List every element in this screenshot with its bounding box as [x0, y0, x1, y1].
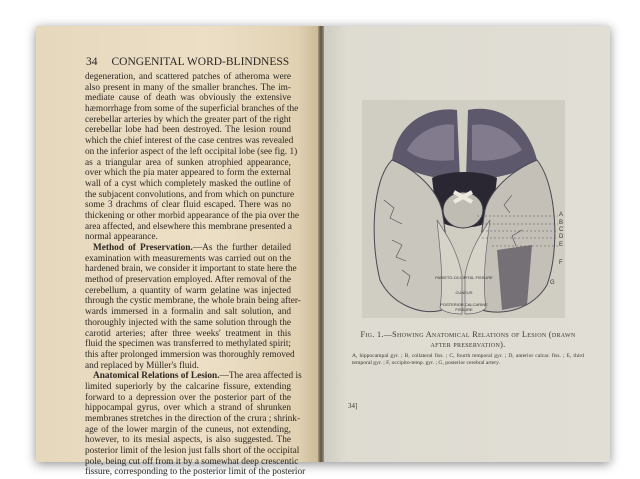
figure-letter: D: [559, 234, 564, 240]
text-line: [85, 158, 291, 169]
text-line: [85, 93, 291, 104]
text-line: [85, 222, 291, 233]
text-line: [85, 329, 291, 340]
text-line: [85, 232, 291, 243]
open-book: [36, 26, 610, 478]
line-text: —The area affected is: [219, 371, 302, 382]
line-text: fluid the specimen was transferred to methylated spirit;: [85, 339, 291, 350]
line-text: limited superiorly by the calcarine fissure, extending: [85, 381, 291, 392]
text-line: [85, 254, 291, 265]
text-line: [85, 371, 302, 382]
text-line: [85, 243, 291, 254]
line-text: thoroughly injected with the same solution through the: [85, 317, 291, 328]
line-text: posterior limit of the lesion just falls short of the occipital: [85, 446, 300, 457]
text-line: [85, 83, 291, 94]
figure-caption: [352, 330, 584, 366]
text-line: [85, 189, 295, 201]
line-text: examination with measurements was carried out on the: [85, 253, 291, 264]
text-line: [85, 72, 291, 83]
text-line: [85, 210, 300, 222]
text-line: [85, 318, 291, 329]
text-line: [85, 456, 299, 468]
text-line: [85, 168, 291, 179]
line-text: area affected, and elsewhere this membrane presented a: [85, 221, 292, 232]
line-text: wall of a cyst which completely masked the outline of: [85, 178, 291, 189]
line-text: pole, being cut off from it by a somewhat deep crescentic: [85, 456, 299, 467]
text-line: [85, 200, 291, 211]
text-line: [85, 349, 295, 361]
figure-letter: C: [559, 227, 564, 233]
line-text: forward to a depression over the posterior part of the: [85, 392, 291, 403]
body-text: [85, 72, 306, 478]
text-line: [85, 307, 291, 318]
figure-letter: B: [559, 220, 564, 226]
line-text: on the inferior aspect of the left occipital lobe (see fig. 1): [85, 146, 298, 157]
text-line: [85, 393, 291, 404]
line-text: wards immersed in a formalin and salt solution, and: [85, 307, 291, 318]
line-text: hippocampal gyrus, over which a strand of shrunken: [85, 403, 291, 414]
text-line: [85, 115, 291, 126]
caption-title: Fig. 1.—Showing Anatomical Relations of Lesion (drawn after preservation).: [360, 330, 576, 349]
line-text: cerebellar arteries by which the greater part of the right: [85, 114, 291, 125]
line-text: normal appearance.: [85, 232, 158, 243]
text-line: [85, 104, 299, 115]
text-line: [85, 414, 301, 425]
figure-label: POSTERIOR CALCARINE FISSURE: [440, 302, 488, 312]
line-text: however, to its mesial aspects, is also suggested. The: [85, 435, 291, 446]
text-line: [85, 136, 294, 147]
line-text: thickening or other morbid appearance of the pia over the: [85, 210, 300, 221]
page-number-right: 34]: [348, 402, 358, 410]
running-head-title: CONGENITAL WORD-BLINDNESS: [111, 56, 290, 68]
caption-key: A, hippocampal gyr. ; B, collateral fiss. ; C, fourth temporal gyr. ; D, anterior calcar. fiss. ; E, third temporal gyr. ; F, occipito-temp. gyr. ; G, posterior cerebral artery.: [352, 353, 584, 366]
line-text: some 3 drachms of clear fluid escaped. There was no: [85, 200, 291, 211]
text-line: [85, 286, 291, 297]
line-text: through the cystic membrane, the whole brain being after-: [85, 296, 301, 307]
line-text: carotid arteries; after three weeks' treatment in this: [85, 328, 291, 339]
line-text: membranes stretches in the direction of the crura ; shrink-: [85, 414, 301, 424]
line-text: age of the lower margin of the cuneus, not extending,: [85, 424, 291, 435]
page-number: 34: [86, 56, 98, 68]
line-text: mediate cause of death was obviously the extensive: [85, 93, 291, 104]
line-text: hæmorrhage from some of the superficial branches of the: [85, 104, 299, 115]
text-line: [85, 275, 291, 286]
figure-letter: G: [550, 280, 555, 286]
line-text: and replaced by Müller's fluid.: [85, 360, 199, 371]
text-line: [85, 382, 291, 393]
text-line: [85, 403, 291, 414]
text-line: [85, 339, 291, 350]
text-line: [85, 361, 291, 372]
line-text: fissure, corresponding to the posterior limit of the posterior: [85, 467, 306, 478]
brain-figure: [362, 100, 565, 318]
figure-letter: E: [559, 242, 564, 248]
text-line: [85, 125, 291, 136]
text-line: [85, 146, 298, 158]
line-text: degeneration, and scattered patches of atheroma were: [85, 72, 291, 82]
line-text: hardened brain, we consider it important to state here the: [85, 264, 297, 275]
text-line: [85, 296, 301, 307]
figure-label: CUNEUS: [455, 290, 473, 295]
paragraph-heading: Anatomical Relations of Lesion.: [93, 371, 220, 382]
text-line: [85, 446, 300, 457]
running-head: [86, 56, 296, 68]
line-text: the subjacent convolutions, and from which on puncture: [85, 189, 295, 200]
text-line: [85, 435, 291, 446]
text-line: [85, 467, 306, 478]
line-text: as a triangular area of sunken atrophied appearance,: [85, 157, 291, 168]
figure-letter: F: [559, 260, 563, 266]
text-line: [85, 179, 291, 190]
line-text: cerebellum, a quantity of warm gelatine was injected: [85, 285, 291, 296]
figure-letter: A: [559, 212, 564, 218]
text-line: [85, 264, 297, 275]
figure-label: PARIETO-OCCIPITAL FISSURE: [435, 275, 493, 280]
paragraph-heading: Method of Preservation.: [93, 243, 193, 253]
line-text: this after prolonged immersion was thoroughly removed: [85, 349, 295, 360]
line-text: method of preservation employed. After removal of the: [85, 275, 291, 286]
left-page: [36, 26, 320, 478]
line-text: —As the further detailed: [192, 243, 291, 253]
text-line: [85, 425, 291, 436]
line-text: over which the pia mater appeared to form the external: [85, 168, 291, 179]
brain-illustration: [362, 100, 565, 318]
line-text: also present in many of the smaller branches. The im-: [85, 82, 291, 93]
line-text: which the chief interest of the case centres was revealed: [85, 136, 294, 147]
line-text: cerebellar lobe had been destroyed. The lesion round: [85, 125, 291, 136]
right-page: [324, 26, 610, 462]
